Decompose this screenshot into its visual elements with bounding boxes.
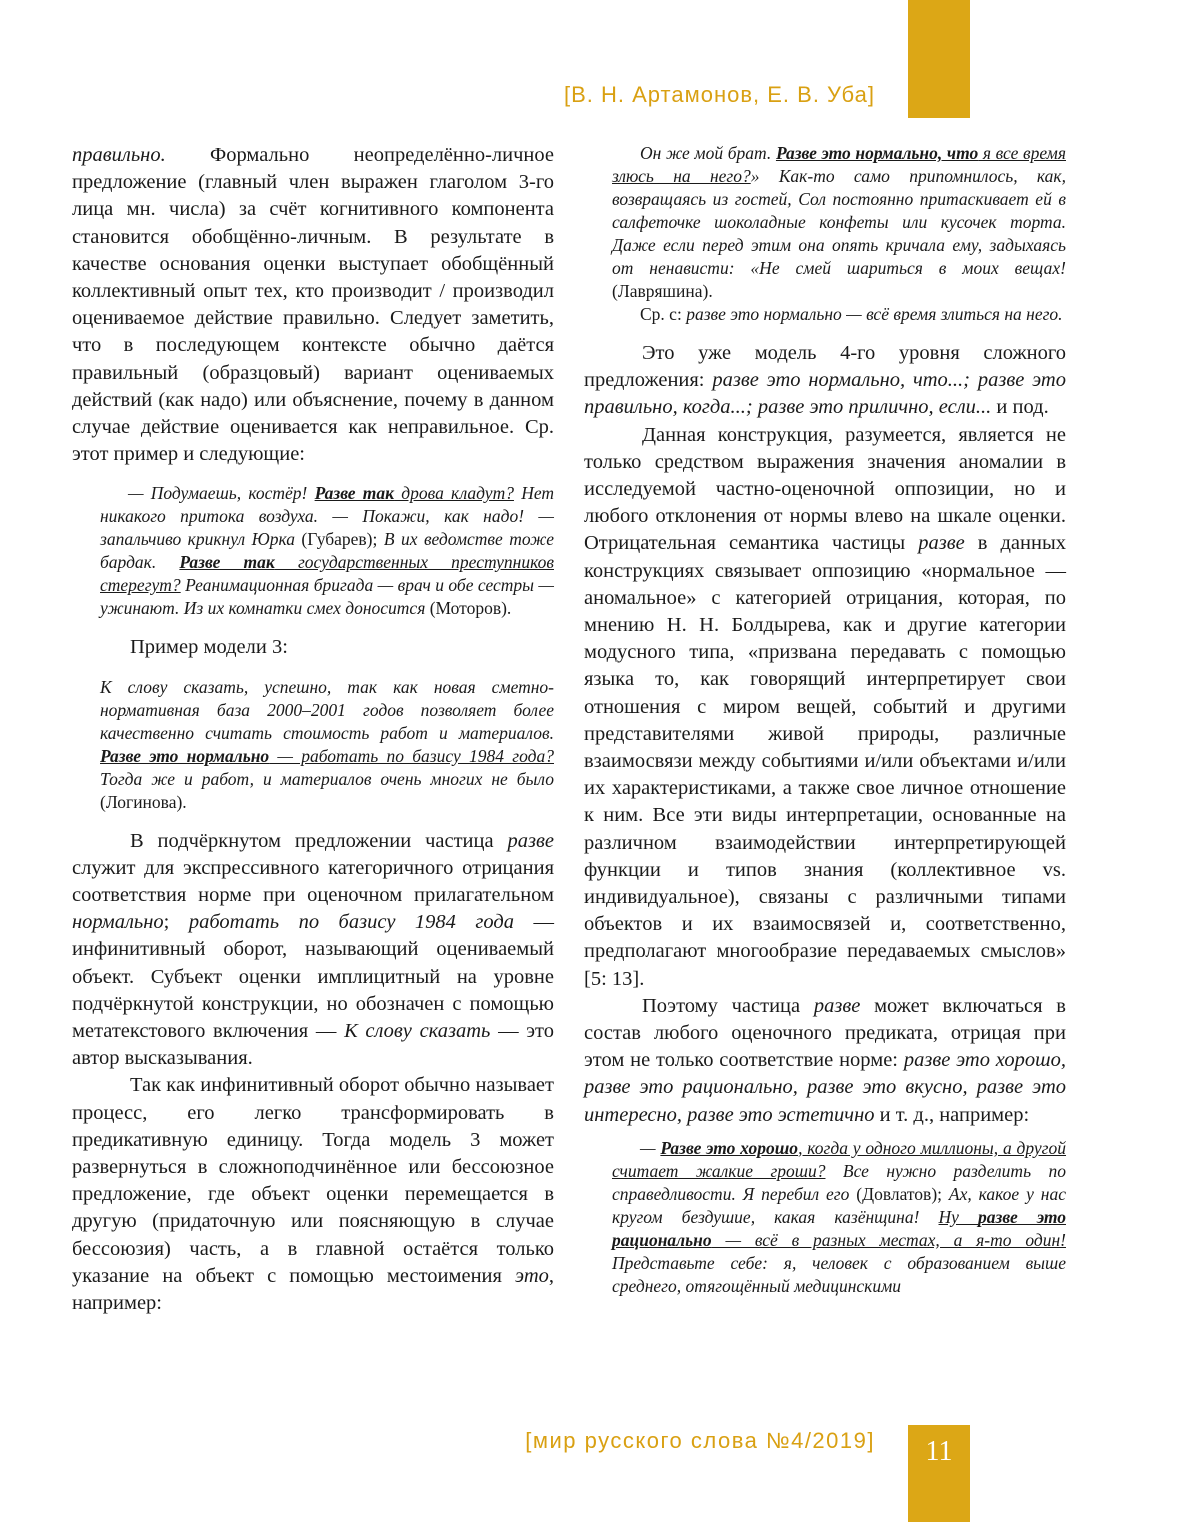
example-quote: К слову сказать, успешно, так как новая сметно-нормативная база 2000–2001 годов позволяет более качественно считать стоимость работ и материалов. Разве это нормально — работать по базису 1984 года? Тогда же и работ, и материалов очень многих не было (Логинова). <box>100 676 554 812</box>
paragraph: Это уже модель 4-го уровня сложного предложения: разве это нормально, что...; разве это правильно, когда...; разве это прилично, если... и под. <box>584 342 1066 419</box>
paragraph: Данная конструкция, разумеется, является не только средством выражения значения аномалии в исследуемой частно-оценочной оппозиции, но и любого отклонения от нормы влево на шкале оценки. Отрицательная семантика частицы разве в данных конструкциях связывает оппозицию «нормальное — аномальное» с категорией отрицания, которая, по мнению Н. Н. Болдырева, как и другие категории модусного типа, «призвана передавать с помощью языка то, как говорящий интерпретирует свои отношения с миром вещей, событий и другими представителями живой природы, различные взаимосвязи между событиями и/или объектами и/или их характеристиками, а также свое личное отношение к ним. Все эти виды интерпретации, основанные на различном взаимодействии интерпретирующей функции и типов знания (коллективное vs. индивидуальное), связаны с различными типами объектов и их взаимосвязей и, соответственно, предполагают многообразие передаваемых смыслов» [5: 13]. <box>584 423 1066 990</box>
right-column <box>584 142 1066 1298</box>
paragraph: Поэтому частица разве может включаться в состав любого оценочного предиката, отрицая при этом не только соответствие норме: разве это хорошо, разве это рационально, разве это вкусно, разве это интересно, разве это эстетично и т. д., например: <box>584 994 1066 1126</box>
paragraph: Пример модели 3: <box>130 636 288 659</box>
example-quote: — Подумаешь, костёр! Разве так дрова кладут? Нет никакого притока воздуха. — Покажи, как надо! — запальчиво крикнул Юрка (Губарев); В их ведомстве тоже бардак. Разве так государственных преступников стерегут? Реанимационная бригада — врач и обе сестры — ужинают. Из их комнатки смех доносится (Моторов). <box>100 483 554 619</box>
running-footer-journal: [мир русского слова №4/2019] <box>525 1428 875 1453</box>
paragraph: В подчёркнутом предложении частица разве служит для экспрессивного категоричного отрицания соответствия норме при оценочном прилагательном нормально; работать по базису 1984 года — инфинитивный оборот, называющий оцениваемый объект. Субъект оценки имплицитный на уровне подчёркнутой конструкции, но обозначен с помощью метатекстового включения — К слову сказать — это автор высказывания. <box>72 829 554 1070</box>
paragraph: правильно. Формально неопределённо-личное предложение (главный член выражен глаголом 3-го лица мн. числа) за счёт когнитивного компонента становится обобщённо-личным. В результате в качестве основания оценки выступает обобщённый коллективный опыт тех, кто производит / производил оцениваемое действие правильно. Следует заметить, что в последующем контексте обычно даётся правильный (образцовый) вариант оцениваемых действий (как надо) или объяснение, почему в данном случае действие оценивается как неправильное. Ср. этот пример и следующие: <box>72 144 554 466</box>
page-number: 11 <box>925 1436 953 1467</box>
accent-bar-top <box>908 0 970 118</box>
example-quote: Ср. с: разве это нормально — всё время злиться на него. <box>640 304 1063 324</box>
paragraph: Так как инфинитивный оборот обычно называет процесс, его легко трансформировать в предикативную единицу. Тогда модель 3 может развернуться в сложноподчинённое или бессоюзное предложение, где объект оценки перемещается в другую (придаточную или поясняющую в случае бессоюзия) часть, а в главной остаётся только указание на объект с помощью местоимения это, например: <box>72 1074 554 1315</box>
example-quote: — Разве это хорошо, когда у одного миллионы, а другой считает жалкие гроши? Все нужно разделить по справедливости. Я перебил его (Довлатов); Ах, какое у нас кругом бездушие, какая казёнщина! Ну разве это рационально — всё в разных местах, а я-то один! Представьте себе: я, человек с образованием выше среднего, отягощённый медицинскими <box>612 1137 1067 1296</box>
left-column <box>72 142 554 1317</box>
running-header-authors: [В. Н. Артамонов, Е. В. Уба] <box>563 82 875 107</box>
example-quote: Он же мой брат. Разве это нормально, что я все время злюсь на него?» Как-то само припомнилось, как, возвращаясь из гостей, Сол постоянно притаскивает ей в салфеточке шоколадные конфеты или кусочек торта. Даже если перед этим она опять кричала ему, задыхаясь от ненависти: «Не смей шариться в моих вещах! (Лавряшина). <box>612 143 1066 301</box>
